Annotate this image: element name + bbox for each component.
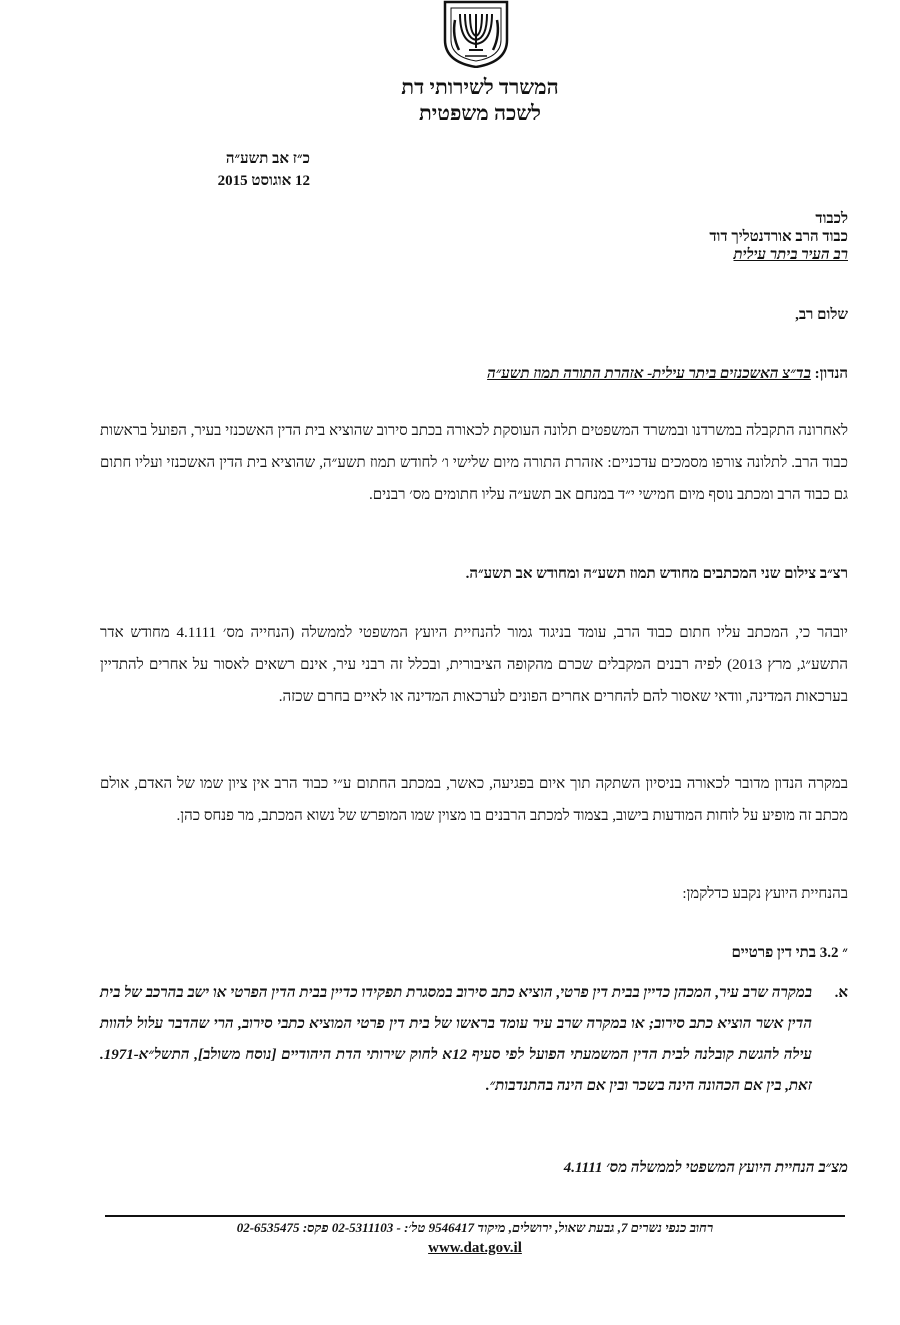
website-link[interactable]: www.dat.gov.il bbox=[428, 1240, 522, 1256]
guideline-quote bbox=[100, 978, 848, 1102]
department-name: לשכה משפטית bbox=[418, 101, 542, 125]
state-emblem-logo bbox=[437, 0, 515, 68]
addressee-to: לכבוד bbox=[815, 211, 848, 227]
section-heading: ״ 3.2 בתי דין פרטיים bbox=[731, 945, 848, 961]
paragraph-case: במקרה הנדון מדובר לכאורה בניסיון השתקה תוך איום בפגיעה, כאשר, במכתב החתום ע״י כבוד הרב אין ציון שמו של האדם, אולם מכתב זה מופיע על לוחות המודעות בישוב, בצמוד למכתב הרבנים בו מצוין שמו המופרש של נשוא המכתב, מר פנחס כהן. bbox=[100, 776, 848, 824]
ministry-name: המשרד לשירותי דת bbox=[401, 75, 559, 99]
subject-prefix: הנדון: bbox=[814, 366, 848, 382]
subject-text: בד״צ האשכנזים ביתר עילית- אזהרת התורה תמוז תשע״ה bbox=[487, 366, 811, 382]
gregorian-date: 12 אוגוסט 2015 bbox=[217, 173, 310, 189]
footer-divider bbox=[105, 1215, 845, 1217]
subject-line bbox=[487, 366, 848, 383]
footer-address: רחוב כנפי נשרים 7, גבעת שאול, ירושלים, מיקוד 9546417 טל׳: - 02-5311103 פקס: 02-6535475 bbox=[236, 1220, 714, 1235]
addressee-title: רב העיר ביתר עילית bbox=[733, 247, 848, 263]
quote-marker: א. bbox=[834, 985, 848, 1001]
addressee-name: כבוד הרב אורדנטליך דוד bbox=[709, 229, 848, 245]
hebrew-date: כ״ז אב תשע״ה bbox=[225, 151, 310, 167]
attachment-reference: מצ״ב הנחיית היועץ המשפטי לממשלה מס׳ 4.1111 bbox=[563, 1160, 848, 1176]
greeting: שלום רב, bbox=[795, 307, 848, 323]
letterhead bbox=[330, 74, 630, 126]
quote-text: במקרה שרב עיר, המכהן כדיין בבית דין פרטי, הוציא כתב סירוב במסגרת תפקידו כדיין בבית הדין הפרטי או ישב בהרכב של בית הדין אשר הוציא כתב סירוב; או במקרה שרב עיר עומד בראשו של בית דין פרטי המוציא כתבי סירוב, הרי שהדבר עלול להוות עילה להגשת קובלנה לבית הדין המשמעתי הפועל לפי סעיף 12א לחוק שירותי הדת היהודיים [נוסח משולב], התשל״א-1971. זאת, בין אם הכהונה הינה בשכר ובין אם הינה בהתנדבות״. bbox=[100, 985, 812, 1094]
paragraph-guideline: יובהר כי, המכתב עליו חתום כבוד הרב, עומד בניגוד גמור להנחיית היועץ המשפטי לממשלה (הנחייה מס׳ 4.1111 מחודש אדר התשע״ג, מרץ 2013) לפיה רבנים המקבלים שכרם מהקופה הציבורית, ובכלל זה רבני עיר, אינם רשאים לאסור על אחרים להתדיין בערכאות המדינה, וודאי שאסור להם להחרים אחרים הפונים לערכאות המדינה או לאיים בחרם שכזה. bbox=[100, 625, 849, 705]
paragraph-intro-quote: בהנחיית היועץ נקבע כדלקמן: bbox=[682, 886, 848, 902]
letter-date bbox=[90, 148, 310, 192]
attachments-note: רצ״ב צילום שני המכתבים מחודש תמוז תשע״ה ומחודש אב תשע״ה. bbox=[465, 566, 848, 582]
paragraph-complaint: לאחרונה התקבלה במשרדנו ובמשרד המשפטים תלונה העוסקת לכאורה בכתב סירוב שהוציא בית הדין האשכנזי בעיר, הפועל בראשות כבוד הרב. לתלונה צורפו מסמכים עדכניים: אזהרת התורה מיום שלישי ו׳ לחודש תמוז תשע״ה, שהוציא בית הדין האשכנזי ועליו חתום גם כבוד הרב ומכתב נוסף מיום חמישי י״ד במנחם אב תשע״ה עליו חתומים מס׳ רבנים. bbox=[100, 423, 848, 503]
addressee-block bbox=[709, 210, 848, 264]
